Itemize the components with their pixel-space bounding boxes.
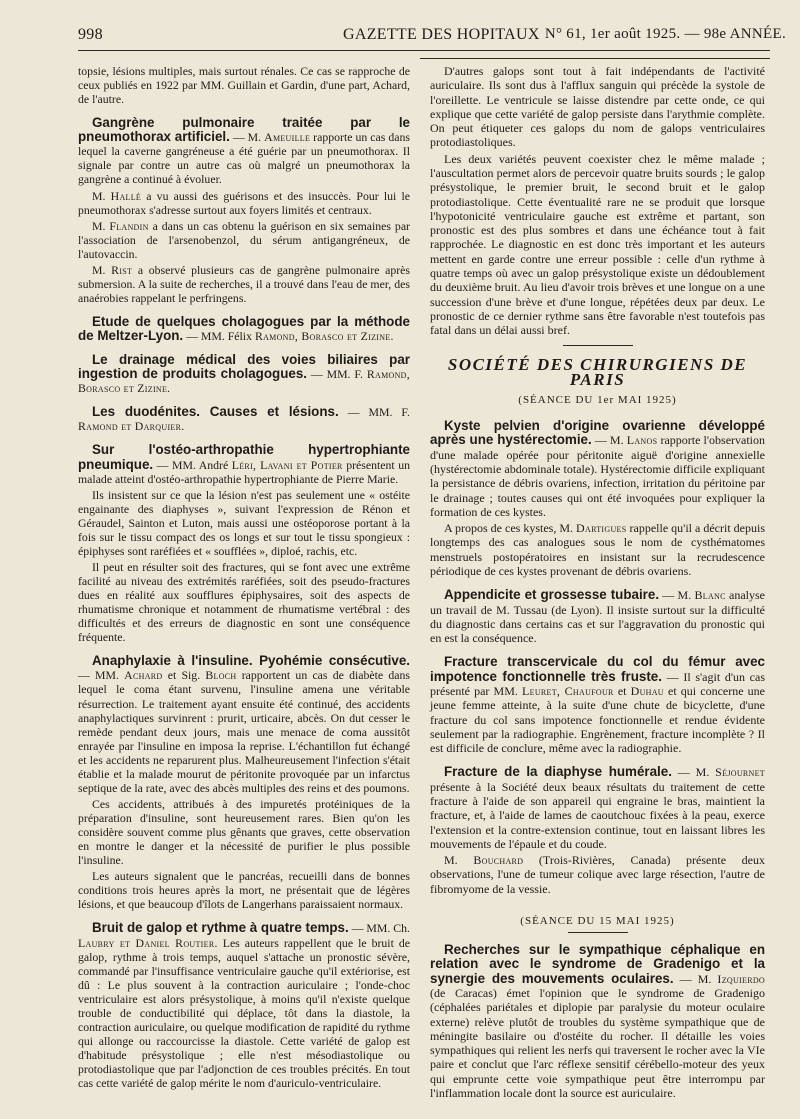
article-drainage [78,353,410,395]
text: — M. [229,130,265,145]
paragraph [78,219,410,261]
text: — Il s'agit d'un cas présenté par MM. [430,669,765,698]
text: M. [92,218,110,233]
article-title: Etude de quelques cholagogues par la méthode de Meltzer-Lyon. [78,314,410,344]
text: — MM. Félix [183,329,255,344]
article-osteo [78,443,410,485]
author: Blanc [694,588,726,603]
author: Izquierdo [717,971,766,986]
text: A propos de ces kystes, M. [444,521,577,536]
text: — M. [659,588,695,603]
article-duodenites [78,405,410,433]
paragraph: Il peut en résulter soit des fractures, qui se font avec une extrême facilité au niveau des extrémités raréfiées, soit des pseudo-fractures dues en réalité aux soufflures épiphysaires, soit des aspects de rhumatisme chronique et notamment de rhumatisme vertébral : des difficultés et des erreurs de diagnostic en sont une conséquence fréquente. [78,559,410,645]
text: et qui concerne une jeune femme atteinte, à la suite d'une chute de bicyclette, d'une fracture du col sans impotence fonctionnelle et rendue évidente seulement par la radiographie. Engrènement, fracture incomplète ? Il est difficile de conclure, même avec la radiographie. [430,683,765,756]
author: Leuret, Chaufour [522,683,614,698]
article-appendicite [430,588,765,645]
article-anaphylaxie [78,654,410,795]
author: Hallé [110,188,142,203]
author: Ameuille [264,130,311,145]
text: a dans un cas obtenu la guérison en six semaines par l'association de l'arsenobenzol, du sérum antigangréneux, de l'autovaccin. [78,218,410,261]
paragraph: Ces accidents, attribués à des impuretés protéiniques de la préparation d'insuline, sont heureusement rares. Bien qu'on les considère souvent comme plus gênants que graves, cette observation en montre le danger et la nécessité de purifier le plus possible l'insuline. [78,796,410,868]
author: Léri, Lavani et Potier [231,457,343,472]
author: Laubry et Daniel Routier. [78,935,218,950]
text: M. [444,853,474,868]
article-title: Appendicite et grossesse tubaire. [444,587,660,603]
article-title: Fracture transcervicale du col du fémur avec impotence fonctionnelle très fruste. [430,654,765,684]
society-heading: SOCIÉTÉ DES CHIRURGIENS DE PARIS [447,355,748,389]
article-title: Gangrène pulmonaire traitée par le pneumothorax artificiel. [78,115,410,145]
author: Ramond et Darquier. [78,419,185,434]
author: Bloch [205,668,237,683]
author: Rist [111,262,133,277]
author: Duhau [630,683,664,698]
text: M. [92,262,112,277]
author: Lanos [626,433,658,448]
text: a vu aussi des guérisons et des insuccès. Pour lui le pneumothorax s'adresse surtout aux foyers limités et centraux. [78,188,411,217]
section-divider [568,932,628,933]
text: — MM. [78,668,125,683]
right-column [430,64,765,1102]
text: et Sig. [162,668,206,683]
paragraph [430,521,765,578]
paragraph [78,263,410,305]
article-title: Fracture de la diaphyse humérale. [444,764,672,780]
author: Ramond, Borasco et Zizine. [254,329,394,344]
text: Les auteurs rappellent que le bruit de galop, rythme à trois temps, auquel s'attache un pronostic sévère, commandé par l'insuffisance ventriculaire gauche qu'il extériorise, est dû : Le plus souvent à la contraction auriculaire ; l'onde-choc ventriculaire est alors présystolique, à moins qu'il n'existe quelque trouble de conductibilité qui déplace, tôt dans la diastole, la contraction auriculaire, ou quelque modification de rapidité du rythme qui allonge ou raccourcisse la diastole. Cette variété de galop est d'habitude présystolique ; elle n'est mésodiastolique ou protodiastolique que par l'adjonction de ces troubles précités. En tout cas cette variété de galop mérite le nom d'auriculo-ventriculaire. [78,935,411,1091]
text: présentent un malade atteint d'ostéo-arthropathie hypertrophiante de Pierre Marie. [78,457,410,486]
article-kyste [430,419,765,519]
paragraph: topsie, lésions multiples, mais surtout rénales. Ce cas se rapproche de ceux publiés en 1922 par MM. Guillain et Gardin, d'une part, Achard, de l'autre. [78,64,410,107]
paragraph [430,853,765,896]
paragraph: Les deux variétés peuvent coexister chez le même malade ; l'auscultation permet alors de percevoir quatre bruits sourds ; le galop présystolique, le premier bruit, le second bruit et le galop protodiastolique. Cette éventualité rare ne se produit que lorsque l'hypotonicité ventriculaire gauche est extrême et partant, son pronostic est des plus sombres et dans une échéance tout à fait rapprochée. Le diagnostic en est donc très important et les auteurs mettent en garde contre une erreur possible : celle d'un rythme à quatre temps où avec un galop présystolique existe un dédoublement du deuxième bruit. Au lieu d'avoir trois brèves et une longue on a une succession d'une brève et d'une longue, répétées deux par deux. Le pronostic de ce dernier rythme sans être favorable n'est toutefois pas fatal dans un délai aussi bref. [430,151,765,338]
paragraph: D'autres galops sont tout à fait indépendants de l'activité auriculaire. Ils sont dus à l'afflux sanguin qui précède la systole de l'oreillette. Le ventricule se laisse distendre par cette onde, ce qui explique que cette variété de galop persiste dans l'arythmie complète. On peut étiqueter ces galops du nom de galops ventriculaires protodiastoliques. [430,64,765,150]
article-fracture-humerale [430,765,765,851]
text: (de Caracas) émet l'opinion que le syndrome de Gradenigo (céphalées pariétales et diplopie par paralysie du moteur oculaire externe) relève plutôt de troubles du système sympathique que de méningite basilaire ou d'ostéite du rocher. Il détaille les voies sympathiques qui relient les nerfs qui traversent le rocher avec la VIe paire et conclut que l'arc réflexe sensitif cérébello-moteur des yeux qui emprunte cette voie sympathique peut être interrompu par l'inflammation locale dont la source est auriculaire. [430,986,765,1100]
article-cholagogues [78,315,410,343]
author: Bouchard [473,853,524,868]
text: — M. [673,971,718,986]
article-title: Kyste pelvien d'origine ovarienne développé après une hystérectomie. [430,418,765,448]
text: analyse un travail de M. Tussau (de Lyon). Il insiste surtout sur la difficulté du diagnostic dans certains cas et sur l'aggravation du pronostic qui en est la conséquence. [430,588,765,646]
text: M. [92,188,111,203]
author: Flandin [109,218,149,233]
header-rule-short [420,58,770,59]
article-title: Bruit de galop et rythme à quatre temps. [92,920,349,936]
section-divider [563,345,633,346]
text: rappelle qu'il a décrit depuis longtemps des cas analogues sous le nom de cysthématomes menstruels postopératoires en insistant sur la recrudescence périodique de ces kystes provenant de débris ovariens. [430,521,765,578]
text: — M. [591,433,627,448]
text: rapporte un cas dans lequel la caverne gangréneuse a été guérie par un pneumothorax. Il signale par contre un autre cas où malgré un pneumothorax la gangrène a continué à évoluer. [78,130,410,187]
text: (Trois-Rivières, Canada) présente deux observations, l'une de tumeur colique avec large résection, l'autre de fibromyome de la vessie. [430,853,765,896]
text: — MM. Ch. [348,921,411,936]
text: présente à la Société deux beaux résultats du traitement de cette fracture à l'aide de son appareil qui engraine le bras, maintient la fracture, et, à l'aide de lames de caoutchouc fixées à la peau, exerce l'extension et la contre-extension continue, tout en laissant libres les mouvements de l'épaule et du coude. [430,779,765,851]
author: Ramond, Borasco et Zizine. [78,367,410,396]
text: — MM. F. [307,367,367,382]
text: rapporte l'observation d'une malade opérée pour péritonite aiguë d'origine annexielle (hystérectomie abdominale totale). Hystérectomie difficile expliquant la persistance de débris ovariens, infection, irritation du péritoine par le drainage ; toutes causes qui ont été invoquées pour expliquer la formation de ces kystes. [430,433,766,519]
issue-info: N° 61, 1er août 1925. — 98e ANNÉE. [544,26,786,42]
article-title: Sur l'ostéo-arthropathie hypertrophiante pneumique. [78,442,410,472]
paragraph: Ils insistent sur ce que la lésion n'est pas seulement une « ostéite engainante des diaphyses », suivant l'expression de Rénon et Géraudel, Sainton et Luton, mais aussi une ostéoporose portant à la fois sur le tissu compact des os longs et sur tout le tissu spongieux : épiphyses sont raréfiées et « soufflées », diploé, rachis, etc. [78,487,410,558]
page-header [78,24,786,46]
text: — MM. F. [338,405,410,420]
article-gangrene [78,116,410,186]
seance-date: (SÉANCE DU 15 MAI 1925) [520,914,675,927]
paragraph: Les auteurs signalent que le pancréas, recueilli dans de bonnes conditions trois heures après la mort, ne présentait que de légères lésions, et que beaucoup d'îlots de Langerhans paraissaient normaux. [78,869,410,912]
author: Dartigues [576,521,627,536]
text: — M. [671,765,716,780]
article-fracture-col [430,655,765,755]
article-galop [78,921,410,1090]
text: et [613,683,631,698]
author: Achard [124,668,163,683]
article-title: Anaphylaxie à l'insuline. Pyohémie consécutive. [92,653,410,669]
left-column [78,64,410,1092]
article-title: Recherches sur le sympathique céphalique en relation avec le syndrome de Gradenigo et la synergie des mouvements oculaires. [430,942,765,986]
article-title: Les duodénites. Causes et lésions. [92,404,339,420]
text: a observé plusieurs cas de gangrène pulmonaire après submersion. A la suite de recherches, il a trouvé dans l'eau de mer, des anaérobies rappelant le perfringens. [78,262,411,305]
article-title: Le drainage médical des voies biliaires par ingestion de produits cholagogues. [78,352,410,382]
article-sympathique [430,943,765,1100]
author: Séjournet [715,765,765,780]
paragraph [78,189,410,217]
seance-date: (SÉANCE DU 1er MAI 1925) [518,393,677,406]
text: — MM. André [153,457,232,472]
header-rule [78,50,770,51]
text: rapportent un cas de diabète dans lequel le coma étant survenu, l'insuline amena une véritable résurrection. Le traitement ayant ensuite été continué, des accidents anaphylactiques survinrent : prurit, urticaire, abcès. On dut cesser le remède pendant deux jours, mais une menace de coma aussitôt enrayée par l'insuline en imposa la reprise. L'échantillon fut échangé et les accidents ne reparurent plus. Malheureusement l'infection s'était établie et la malade mourut de péritonite provoquée par un infarctus septique de la rate, avec des abcès multiples des reins et des poumons. [78,668,410,795]
journal-title: GAZETTE DES HOPITAUX [343,26,540,43]
page-number: 998 [78,26,103,43]
